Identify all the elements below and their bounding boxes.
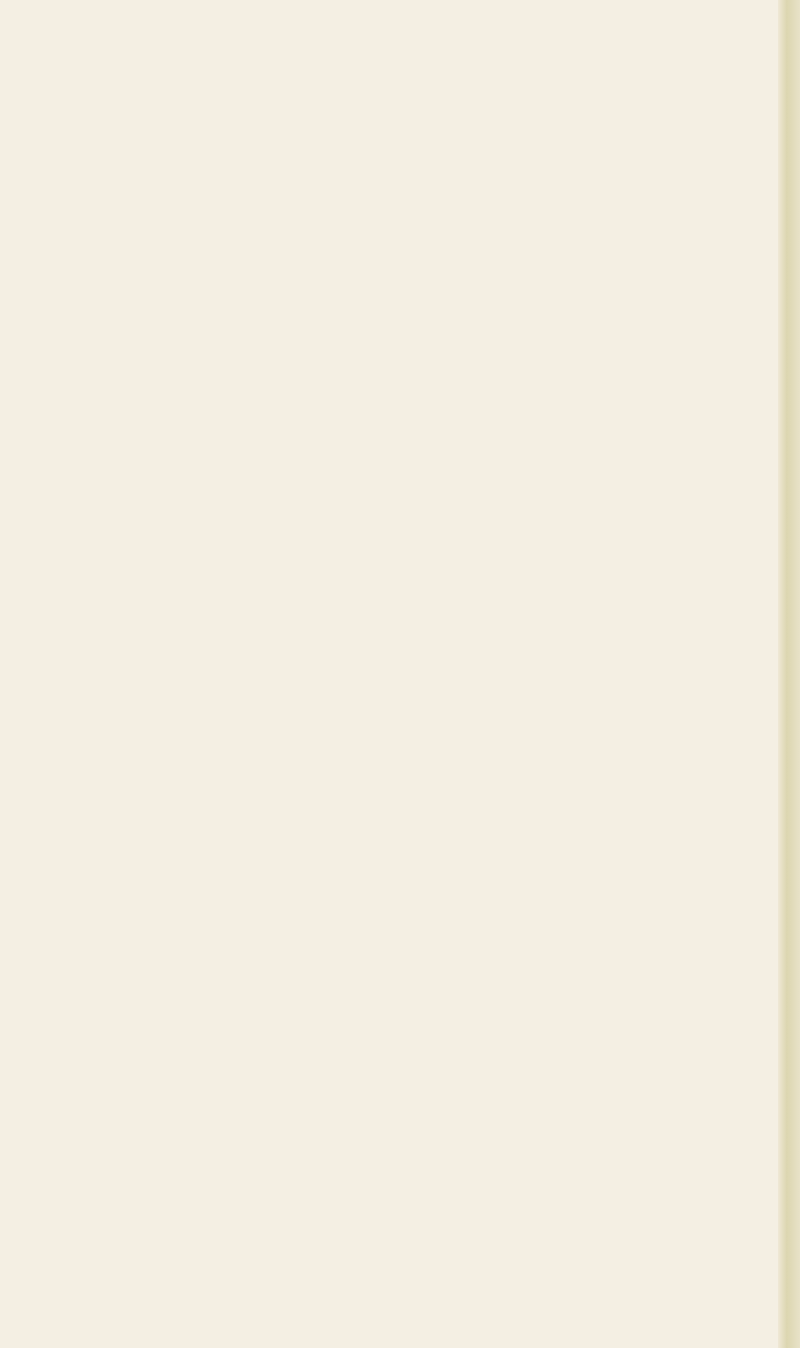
page-edge: [778, 0, 800, 1348]
body-text: [44, 124, 768, 194]
book-page: [44, 0, 768, 1348]
running-head: [44, 80, 768, 110]
